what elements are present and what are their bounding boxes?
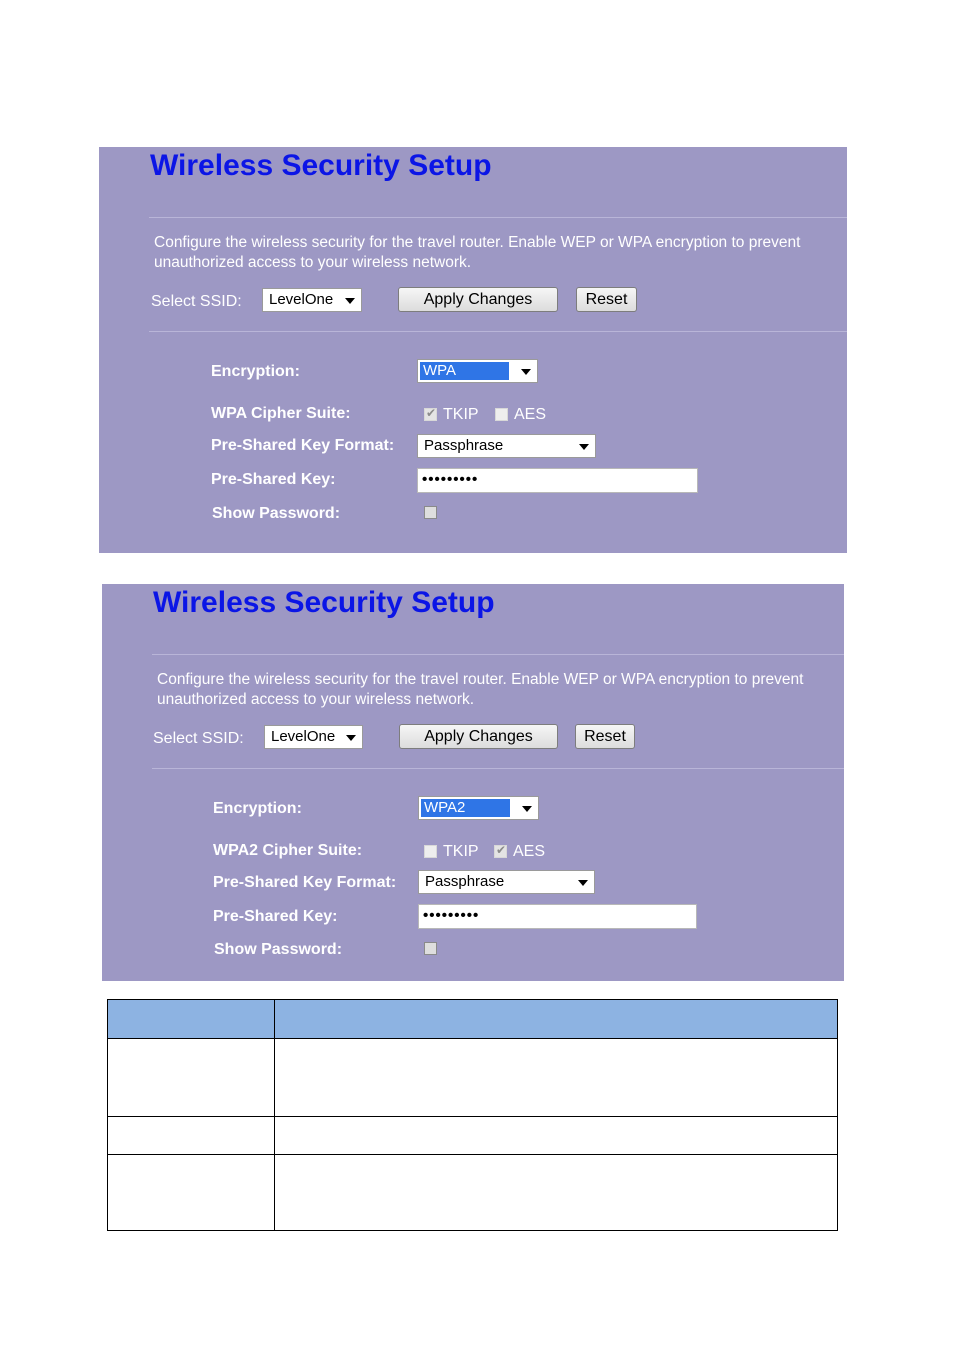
encryption-label: Encryption: [213, 800, 302, 817]
table-header-row [108, 1000, 838, 1039]
chevron-down-icon [578, 880, 588, 886]
key-format-select[interactable] [418, 870, 595, 894]
show-password-label: Show Password: [212, 505, 341, 522]
table-row [108, 1117, 838, 1155]
key-format-value: Passphrase [424, 437, 504, 454]
apply-changes-button[interactable]: Apply Changes [399, 724, 558, 749]
pre-shared-key-input[interactable]: ••••••••• [417, 468, 698, 493]
chevron-down-icon [522, 806, 532, 812]
table-cell [108, 1039, 275, 1117]
table-cell [275, 1039, 838, 1117]
tkip-label: TKIP [443, 843, 479, 860]
show-password-checkbox[interactable] [424, 506, 437, 519]
show-password-label: Show Password: [214, 941, 343, 958]
divider [152, 654, 844, 655]
cipher-suite-label: WPA2 Cipher Suite: [213, 842, 363, 859]
encryption-select[interactable] [417, 359, 538, 383]
settings-description-table [107, 999, 838, 1231]
encryption-label: Encryption: [211, 363, 300, 380]
chevron-down-icon [345, 298, 355, 304]
aes-checkbox[interactable] [494, 845, 507, 858]
table-cell [275, 1155, 838, 1231]
table-header-cell [275, 1000, 838, 1039]
encryption-value: WPA2 [421, 799, 510, 817]
divider [152, 768, 844, 769]
aes-label: AES [513, 843, 546, 860]
wpa-security-panel [99, 147, 847, 553]
table-row [108, 1155, 838, 1231]
tkip-checkbox[interactable] [424, 845, 437, 858]
wpa2-security-panel [102, 584, 844, 981]
ssid-label: Select SSID: [153, 730, 244, 747]
key-format-label: Pre-Shared Key Format: [213, 874, 397, 891]
page-description: Configure the wireless security for the travel router. Enable WEP or WPA encryption to prevent unauthorized access to your wireless network. [154, 234, 801, 271]
tkip-label: TKIP [443, 406, 479, 423]
key-format-select[interactable] [417, 434, 596, 458]
pre-shared-key-label: Pre-Shared Key: [213, 908, 338, 925]
table-cell [275, 1117, 838, 1155]
page-title: Wireless Security Setup [153, 586, 495, 619]
page-description: Configure the wireless security for the travel router. Enable WEP or WPA encryption to prevent unauthorized access to your wireless network. [157, 671, 804, 708]
apply-changes-button[interactable]: Apply Changes [398, 287, 558, 312]
key-format-label: Pre-Shared Key Format: [211, 437, 395, 454]
table-header-cell [108, 1000, 275, 1039]
ssid-value: LevelOne [269, 291, 334, 308]
encryption-select[interactable] [418, 796, 539, 820]
chevron-down-icon [346, 735, 356, 741]
divider [149, 217, 847, 218]
aes-label: AES [514, 406, 547, 423]
divider [149, 331, 847, 332]
table-cell [108, 1117, 275, 1155]
encryption-value: WPA [420, 362, 509, 380]
page-title: Wireless Security Setup [150, 149, 492, 182]
reset-button[interactable]: Reset [575, 724, 635, 749]
cipher-suite-label: WPA Cipher Suite: [211, 405, 351, 422]
table-row [108, 1039, 838, 1117]
ssid-select[interactable] [264, 725, 363, 749]
tkip-checkbox[interactable] [424, 408, 437, 421]
pre-shared-key-label: Pre-Shared Key: [211, 471, 336, 488]
ssid-label: Select SSID: [151, 293, 242, 310]
aes-checkbox[interactable] [495, 408, 508, 421]
table-cell [108, 1155, 275, 1231]
ssid-select[interactable] [262, 288, 362, 312]
chevron-down-icon [579, 444, 589, 450]
pre-shared-key-input[interactable]: ••••••••• [418, 904, 697, 929]
reset-button[interactable]: Reset [576, 287, 637, 312]
ssid-value: LevelOne [271, 728, 336, 745]
show-password-checkbox[interactable] [424, 942, 437, 955]
chevron-down-icon [521, 369, 531, 375]
key-format-value: Passphrase [425, 873, 505, 890]
